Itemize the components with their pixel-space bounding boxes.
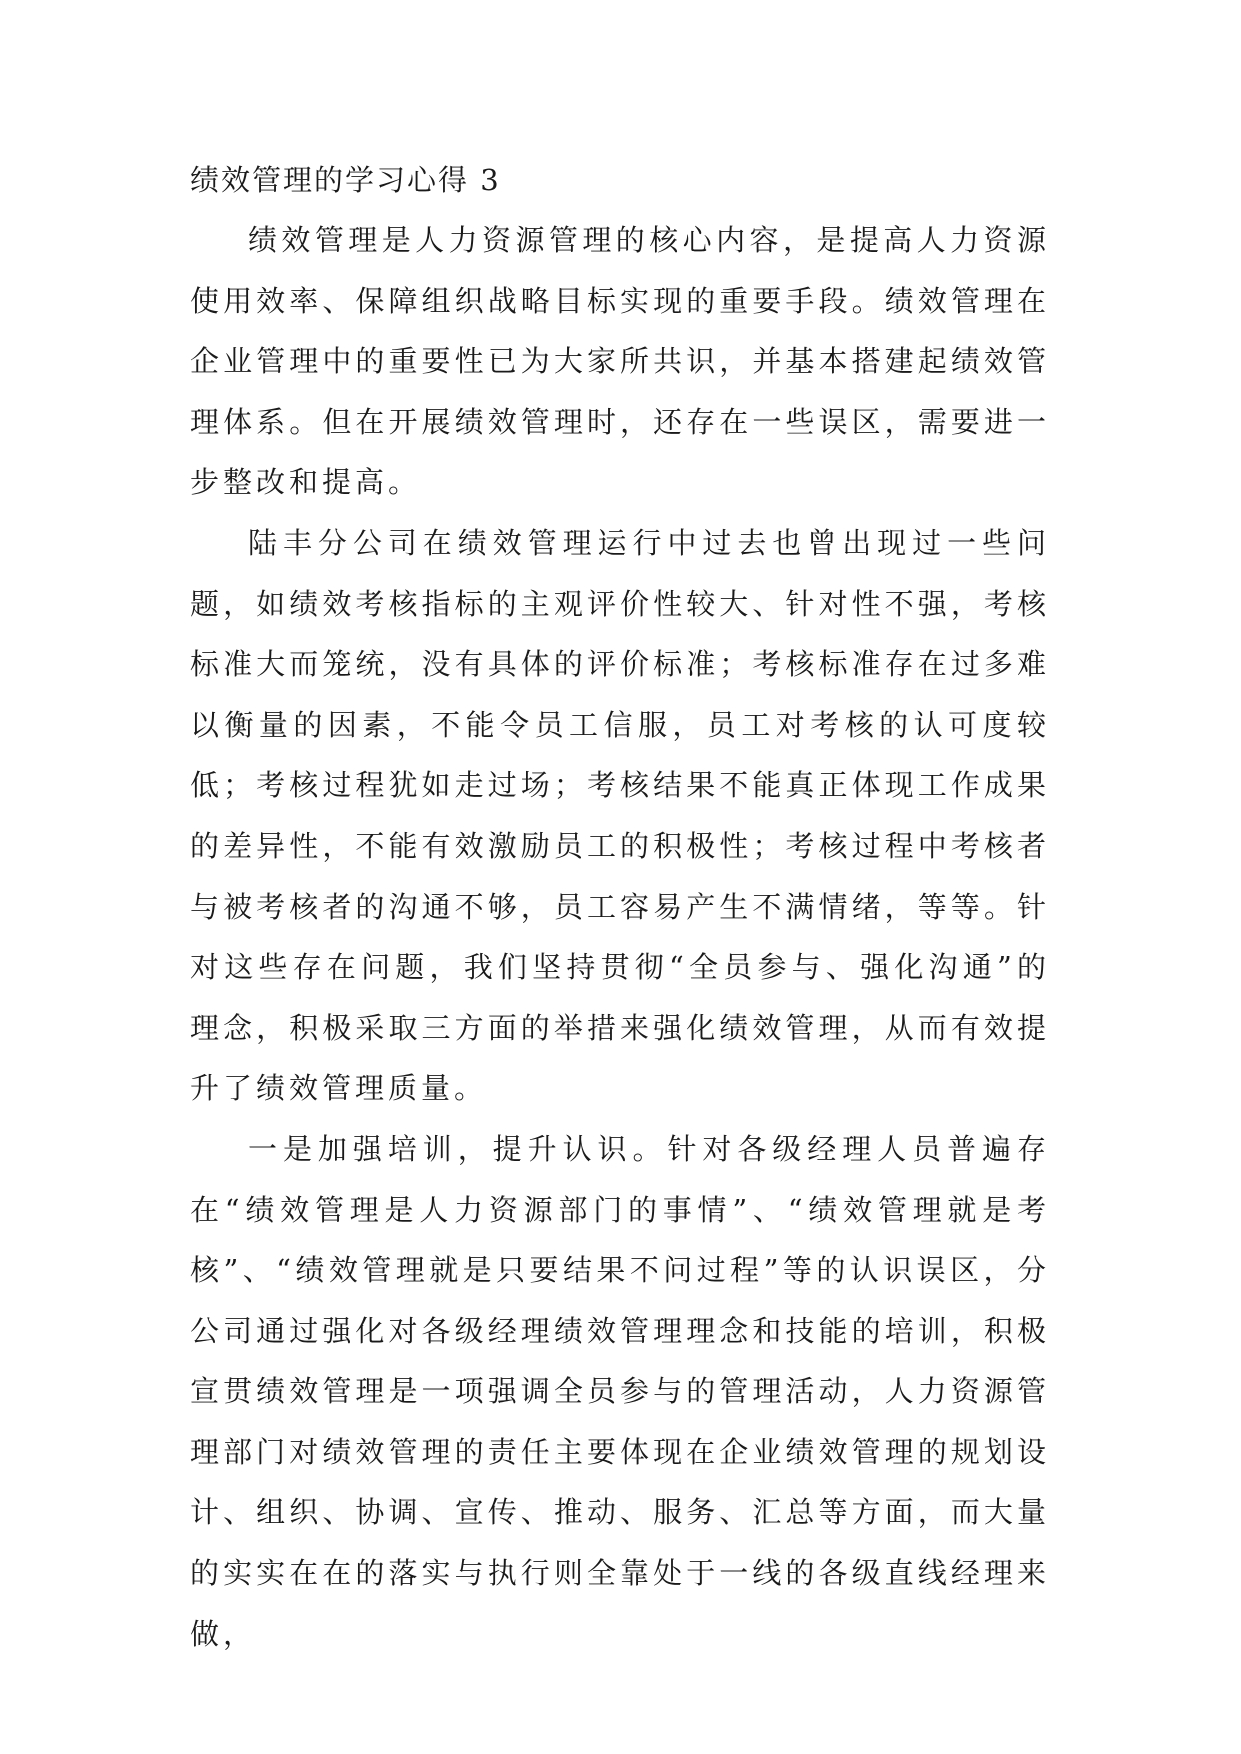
- paragraph-problems: 陆丰分公司在绩效管理运行中过去也曾出现过一些问题，如绩效考核指标的主观评价性较大、针对性不强，考核标准大而笼统，没有具体的评价标准；考核标准存在过多难以衡量的因素，不能令员工信服，员工对考核的认可度较低；考核过程犹如走过场；考核结果不能真正体现工作成果的差异性，不能有效激励员工的积极性；考核过程中考核者与被考核者的沟通不够，员工容易产生不满情绪，等等。针对这些存在问题，我们坚持贯彻“全员参与、强化沟通”的理念，积极采取三方面的举措来强化绩效管理，从而有效提升了绩效管理质量。: [190, 525, 1050, 1106]
- document-title: 绩效管理的学习心得 3: [190, 163, 501, 197]
- paragraph-intro: 绩效管理是人力资源管理的核心内容，是提高人力资源使用效率、保障组织战略目标实现的重要手段。绩效管理在企业管理中的重要性已为大家所共识，并基本搭建起绩效管理体系。但在开展绩效管理时，还存在一些误区，需要进一步整改和提高。: [190, 223, 1050, 500]
- paragraph-training: 一是加强培训，提升认识。针对各级经理人员普遍存在“绩效管理是人力资源部门的事情”、“绩效管理就是考核”、“绩效管理就是只要结果不问过程”等的认识误区，分公司通过强化对各级经理绩效管理理念和技能的培训，积极宣贯绩效管理是一项强调全员参与的管理活动，人力资源管理部门对绩效管理的责任主要体现在企业绩效管理的规划设计、组织、协调、宣传、推动、服务、汇总等方面，而大量的实实在在的落实与执行则全靠处于一线的各级直线经理来做，: [190, 1131, 1050, 1651]
- document-body: [190, 150, 1050, 1664]
